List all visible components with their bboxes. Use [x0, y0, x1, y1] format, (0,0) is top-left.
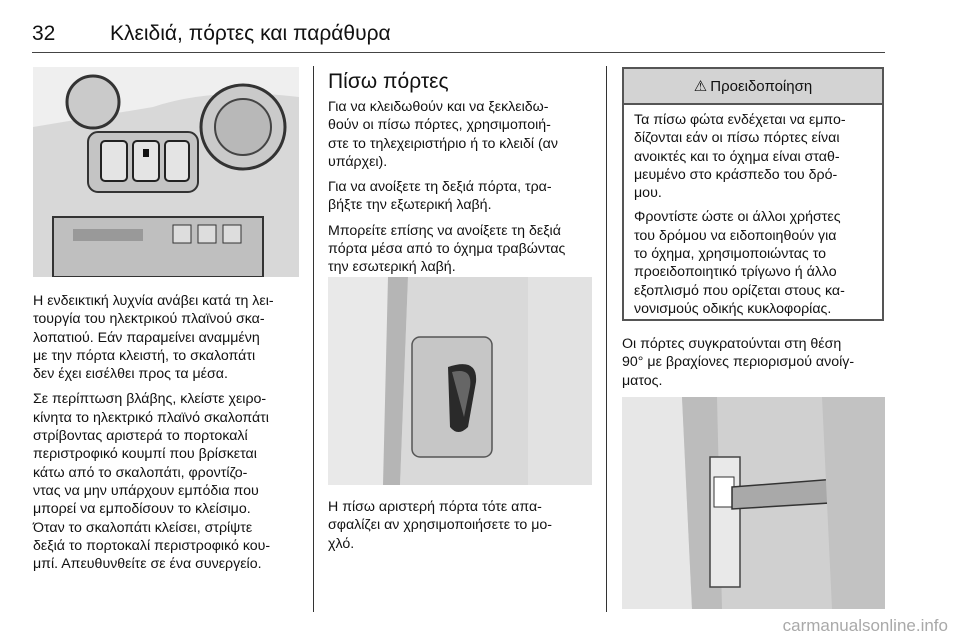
middle-column-text [328, 70, 603, 284]
middle-after-image-text [328, 498, 603, 560]
warning-box [622, 67, 884, 321]
header-rule [32, 52, 885, 53]
warning-title: Προειδοποίηση [710, 77, 813, 95]
column-divider-left [313, 66, 314, 612]
middle-paragraph-4: Η πίσω αριστερή πόρτα τότε απα- σφαλίζει αν χρησιμοποιήσετε το μο- χλό. [328, 499, 552, 552]
door-lever-image [328, 277, 592, 485]
warning-triangle-icon: ⚠ [693, 78, 708, 95]
right-paragraph-1: Οι πόρτες συγκρατούνται στη θέση 90° με βραχίονες περιορισμού ανοίγ- ματος. [622, 336, 855, 389]
dashboard-switch-image [33, 67, 299, 277]
left-paragraph-2: Σε περίπτωση βλάβης, κλείστε χειρο- κίνητα το ηλεκτρικό πλαϊνό σκαλοπάτι στρίβοντας αριστερά το πορτοκαλί περιστροφικό κουμπί που βρίσκεται κάτω από το σκαλοπάτι, φροντίζο- ντας να μην υπάρχουν εμπόδια που μπορεί να εμποδίσουν το κλείσιμο. Όταν το σκαλοπάτι κλείσει, στρίψτε δεξιά το πορτοκαλί περιστροφικό κου- μπί. Απευθυνθείτε σε ένα συνεργείο. [33, 391, 271, 573]
section-heading: Πίσω πόρτες [328, 70, 449, 93]
right-column-text [622, 335, 892, 397]
warning-header [624, 69, 882, 105]
middle-paragraph-3: Μπορείτε επίσης να ανοίξετε τη δεξιά πόρτα μέσα από το όχημα τραβώντας την εσωτερική λαβή. [328, 222, 566, 276]
page-number: 32 [32, 22, 56, 45]
warning-body [624, 105, 882, 318]
middle-paragraph-1: Για να κλειδωθούν και να ξεκλειδω- θούν οι πίσω πόρτες, χρησιμοποιή- στε το τηλεχειριστήριο ή το κλειδί (αν υπάρχει). [328, 99, 558, 170]
left-paragraph-1: Η ενδεικτική λυχνία ανάβει κατά τη λει- τουργία του ηλεκτρικού πλαϊνού σκα- λοπατιού. Εάν παραμείνει αναμμένη με την πόρτα κλειστή, το σκαλοπάτι δεν έχει εισέλθει προς τα μέσα. [33, 293, 274, 383]
left-column-text [33, 292, 311, 580]
warning-paragraph-2: Φροντίστε ώστε οι άλλοι χρήστες του δρόμου να ειδοποιηθούν για το όχημα, χρησιμοποιώντας το προειδοποιητικό τρίγωνο ή άλλο εξοπλισμό που ορίζεται στους κα- νονισμούς οδικής κυκλοφορίας. [634, 209, 845, 317]
middle-paragraph-2: Για να ανοίξετε τη δεξιά πόρτα, τρα- βήξτε την εξωτερική λαβή. [328, 179, 552, 214]
column-divider-right [606, 66, 607, 612]
watermark: carmanualsonline.info [782, 616, 948, 635]
door-check-strap-image [622, 397, 885, 609]
page-title: Κλειδιά, πόρτες και παράθυρα [110, 22, 391, 45]
warning-paragraph-1: Τα πίσω φώτα ενδέχεται να εμπο- δίζονται εάν οι πίσω πόρτες είναι ανοικτές και το όχημα είναι σταθ- μευμένο στο κράσπεδο του δρό- μου. [634, 112, 846, 202]
